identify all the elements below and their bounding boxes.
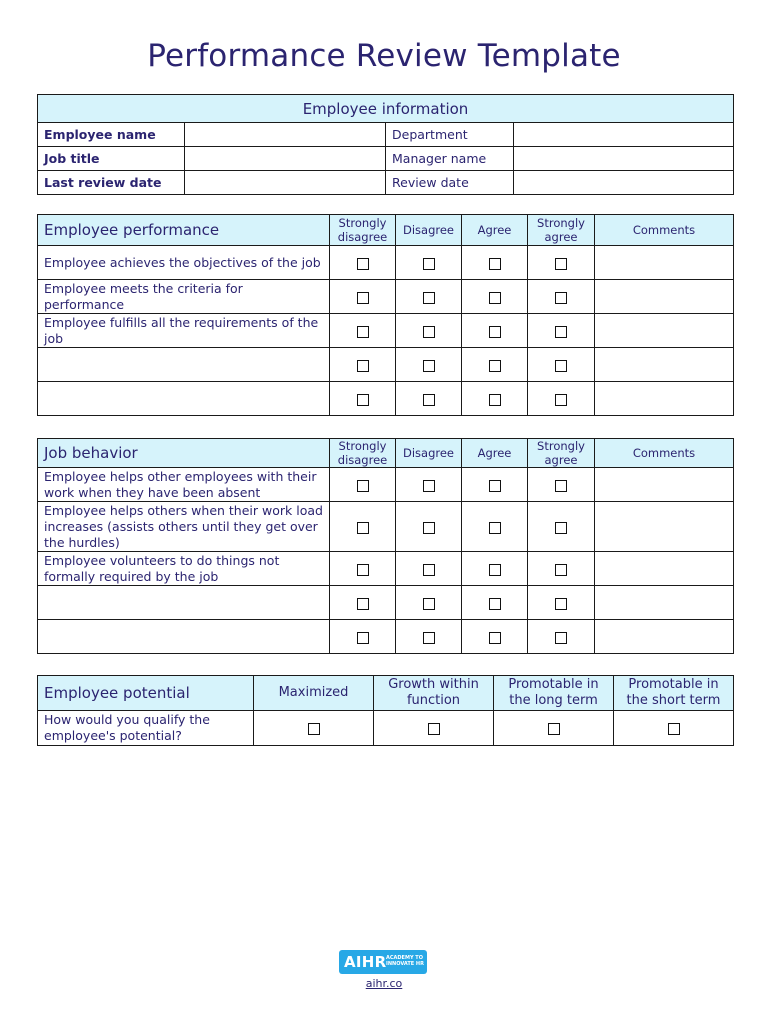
performance-item: Employee meets the criteria for performance — [38, 280, 330, 314]
checkbox-icon[interactable] — [357, 598, 369, 610]
behavior-item[interactable] — [38, 620, 330, 654]
table-row — [38, 552, 734, 586]
last-review-date-label: Last review date — [38, 171, 185, 195]
checkbox-icon[interactable] — [423, 360, 435, 372]
col-disagree: Disagree — [396, 439, 462, 468]
aihr-logo — [339, 950, 427, 974]
comments-field[interactable] — [595, 620, 734, 654]
table-row — [38, 314, 734, 348]
logo-tagline: ACADEMY TO INNOVATE HR — [386, 955, 424, 967]
checkbox-icon[interactable] — [489, 598, 501, 610]
checkbox-icon[interactable] — [555, 564, 567, 576]
manager-name-label: Manager name — [386, 147, 514, 171]
table-row — [38, 348, 734, 382]
col-strongly-disagree: Strongly disagree — [330, 215, 396, 246]
checkbox-icon[interactable] — [555, 292, 567, 304]
table-row — [38, 468, 734, 502]
job-title-label: Job title — [38, 147, 185, 171]
comments-field[interactable] — [595, 468, 734, 502]
review-date-label: Review date — [386, 171, 514, 195]
checkbox-icon[interactable] — [423, 598, 435, 610]
checkbox-icon[interactable] — [308, 723, 320, 735]
checkbox-icon[interactable] — [489, 632, 501, 644]
department-field[interactable] — [514, 123, 734, 147]
checkbox-icon[interactable] — [555, 394, 567, 406]
col-comments: Comments — [595, 215, 734, 246]
comments-field[interactable] — [595, 502, 734, 552]
checkbox-icon[interactable] — [489, 522, 501, 534]
checkbox-icon[interactable] — [357, 564, 369, 576]
checkbox-icon[interactable] — [489, 292, 501, 304]
checkbox-icon[interactable] — [428, 723, 440, 735]
comments-field[interactable] — [595, 280, 734, 314]
behavior-item: Employee volunteers to do things not formally required by the job — [38, 552, 330, 586]
checkbox-icon[interactable] — [555, 480, 567, 492]
checkbox-icon[interactable] — [555, 632, 567, 644]
job-behavior-header: Job behavior — [38, 439, 330, 468]
job-title-field[interactable] — [185, 147, 386, 171]
potential-header: Employee potential — [38, 676, 254, 711]
potential-question: How would you qualify the employee's potential? — [38, 711, 254, 746]
last-review-date-field[interactable] — [185, 171, 386, 195]
checkbox-icon[interactable] — [357, 522, 369, 534]
col-agree: Agree — [462, 215, 528, 246]
performance-item: Employee fulfills all the requirements of the job — [38, 314, 330, 348]
checkbox-icon[interactable] — [357, 360, 369, 372]
checkbox-icon[interactable] — [555, 258, 567, 270]
checkbox-icon[interactable] — [489, 394, 501, 406]
checkbox-icon[interactable] — [555, 598, 567, 610]
page-title: Performance Review Template — [147, 38, 621, 74]
checkbox-icon[interactable] — [423, 326, 435, 338]
checkbox-icon[interactable] — [423, 480, 435, 492]
checkbox-icon[interactable] — [489, 326, 501, 338]
performance-table — [37, 214, 734, 416]
comments-field[interactable] — [595, 348, 734, 382]
checkbox-icon[interactable] — [423, 632, 435, 644]
checkbox-icon[interactable] — [357, 258, 369, 270]
checkbox-icon[interactable] — [555, 360, 567, 372]
manager-name-field[interactable] — [514, 147, 734, 171]
table-row — [38, 586, 734, 620]
col-growth-within-function: Growth within function — [374, 676, 494, 711]
footer-link[interactable]: aihr.co — [365, 977, 403, 990]
col-strongly-agree: Strongly agree — [528, 215, 595, 246]
employee-info-header: Employee information — [38, 95, 734, 123]
behavior-item: Employee helps other employees with their work when they have been absent — [38, 468, 330, 502]
behavior-item[interactable] — [38, 586, 330, 620]
table-row — [38, 620, 734, 654]
comments-field[interactable] — [595, 586, 734, 620]
col-maximized: Maximized — [254, 676, 374, 711]
col-comments: Comments — [595, 439, 734, 468]
table-row — [38, 246, 734, 280]
checkbox-icon[interactable] — [357, 394, 369, 406]
performance-item: Employee achieves the objectives of the job — [38, 246, 330, 280]
checkbox-icon[interactable] — [423, 564, 435, 576]
table-row — [38, 280, 734, 314]
checkbox-icon[interactable] — [555, 522, 567, 534]
logo-wordmark: AIHR — [344, 953, 387, 971]
employee-name-label: Employee name — [38, 123, 185, 147]
checkbox-icon[interactable] — [423, 522, 435, 534]
review-date-field[interactable] — [514, 171, 734, 195]
checkbox-icon[interactable] — [489, 564, 501, 576]
behavior-item: Employee helps others when their work load increases (assists others until they get over the hurdles) — [38, 502, 330, 552]
comments-field[interactable] — [595, 552, 734, 586]
comments-field[interactable] — [595, 314, 734, 348]
table-row — [38, 382, 734, 416]
checkbox-icon[interactable] — [489, 360, 501, 372]
checkbox-icon[interactable] — [423, 394, 435, 406]
performance-header: Employee performance — [38, 215, 330, 246]
job-behavior-table — [37, 438, 734, 654]
checkbox-icon[interactable] — [423, 258, 435, 270]
table-row — [38, 502, 734, 552]
checkbox-icon[interactable] — [489, 258, 501, 270]
department-label: Department — [386, 123, 514, 147]
performance-item[interactable] — [38, 382, 330, 416]
col-promotable-short-term: Promotable in the short term — [614, 676, 734, 711]
checkbox-icon[interactable] — [489, 480, 501, 492]
col-disagree: Disagree — [396, 215, 462, 246]
employee-info-table — [37, 94, 734, 195]
employee-potential-table — [37, 675, 734, 746]
performance-item[interactable] — [38, 348, 330, 382]
checkbox-icon[interactable] — [668, 723, 680, 735]
checkbox-icon[interactable] — [357, 292, 369, 304]
col-strongly-agree: Strongly agree — [528, 439, 595, 468]
checkbox-icon[interactable] — [548, 723, 560, 735]
comments-field[interactable] — [595, 382, 734, 416]
table-row — [38, 711, 734, 746]
col-promotable-long-term: Promotable in the long term — [494, 676, 614, 711]
col-agree: Agree — [462, 439, 528, 468]
checkbox-icon[interactable] — [357, 480, 369, 492]
checkbox-icon[interactable] — [423, 292, 435, 304]
checkbox-icon[interactable] — [357, 326, 369, 338]
employee-name-field[interactable] — [185, 123, 386, 147]
comments-field[interactable] — [595, 246, 734, 280]
checkbox-icon[interactable] — [357, 632, 369, 644]
col-strongly-disagree: Strongly disagree — [330, 439, 396, 468]
checkbox-icon[interactable] — [555, 326, 567, 338]
